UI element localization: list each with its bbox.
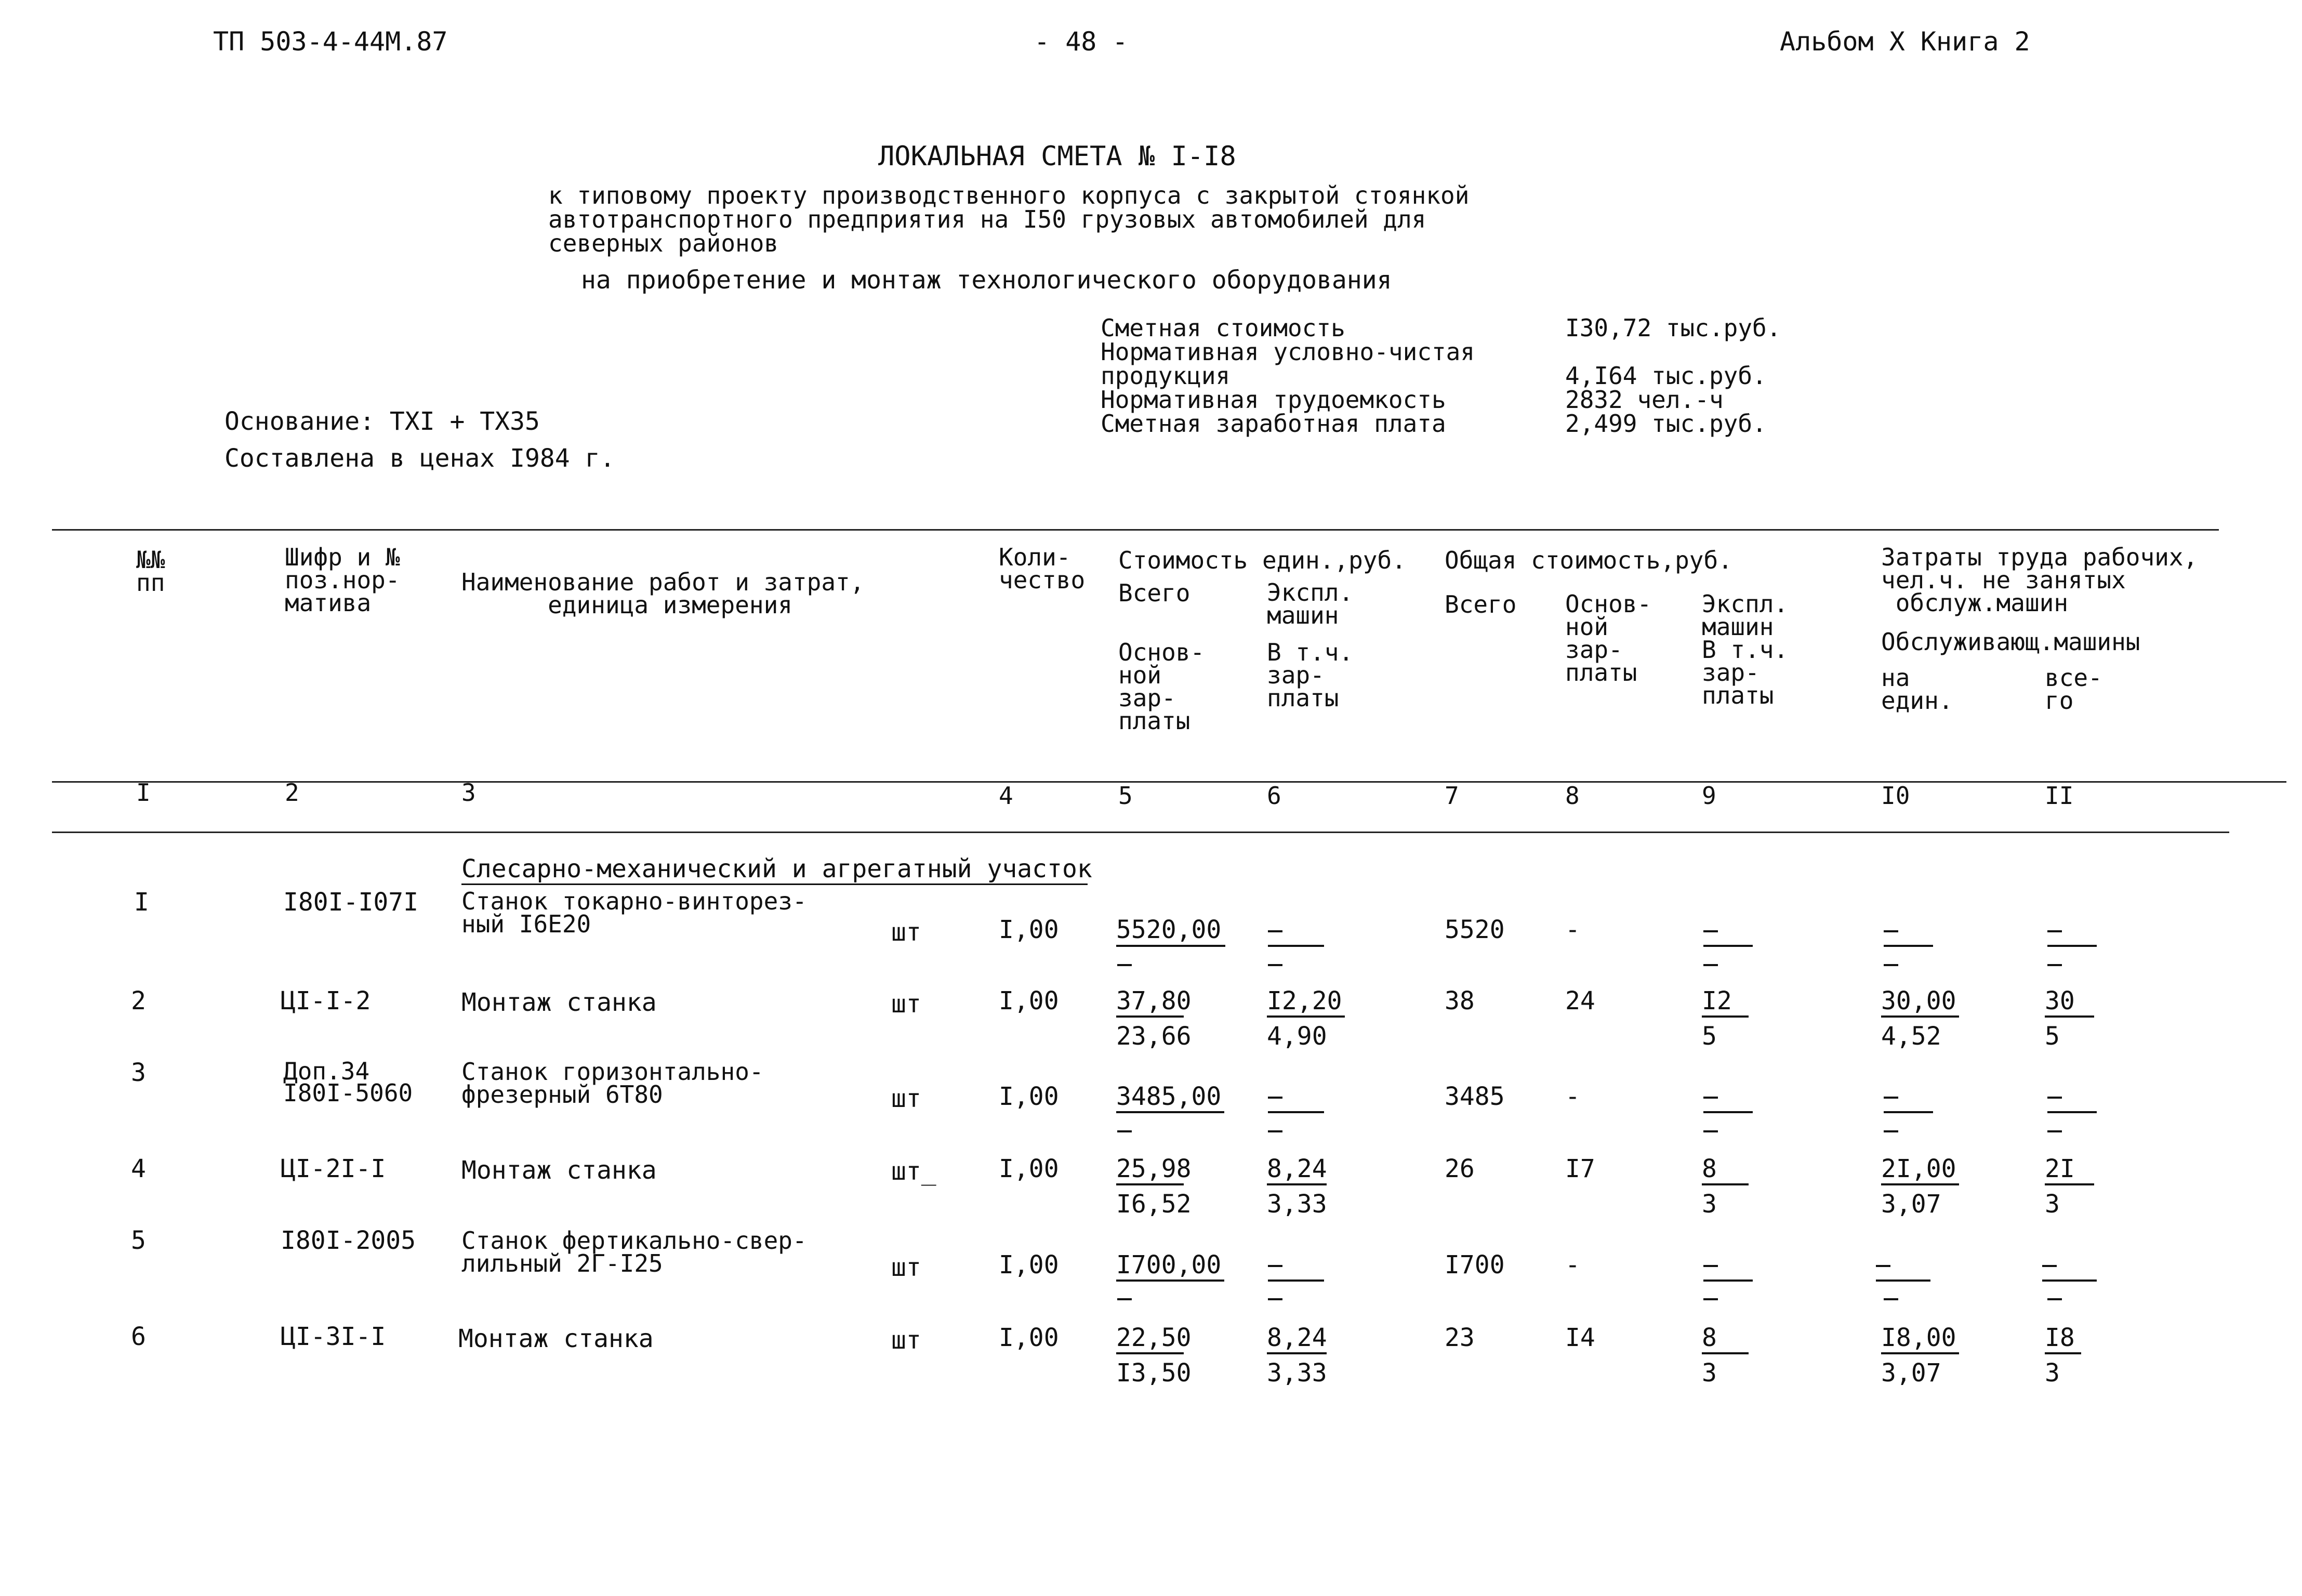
unit-cost-wage-empty bbox=[1117, 1298, 1132, 1300]
unit-machine-wage: 3,33 bbox=[1267, 1358, 1327, 1388]
row-number: I bbox=[134, 888, 149, 917]
labor-total: 30 bbox=[2045, 986, 2075, 1015]
total-cost: 3485 bbox=[1445, 1082, 1505, 1111]
fraction-bar bbox=[1702, 1015, 1749, 1018]
row-quantity: I,00 bbox=[999, 915, 1059, 944]
fraction-bar bbox=[1703, 945, 1753, 947]
row-quantity: I,00 bbox=[999, 986, 1059, 1015]
unit-cost-total: 3485,00 bbox=[1116, 1082, 1222, 1111]
column-number: II bbox=[2045, 782, 2074, 810]
labor-per-unit: 30,00 bbox=[1881, 986, 1956, 1015]
unit-cost-total: I700,00 bbox=[1116, 1250, 1222, 1280]
fraction-bar bbox=[1267, 1183, 1327, 1185]
total-machine-wage: 5 bbox=[1702, 1022, 1717, 1051]
col-header-code: Шифр и № поз.нор- матива bbox=[285, 543, 400, 617]
column-number-rule-bottom bbox=[52, 832, 2229, 833]
labor-per-unit-machine: 3,07 bbox=[1881, 1358, 1941, 1388]
unit-machine-cost: 8,24 bbox=[1267, 1154, 1327, 1183]
fraction-bar bbox=[1116, 1280, 1224, 1282]
col-header-unit-wage: Основ- ной зар- платы bbox=[1118, 638, 1205, 735]
total-wage: - bbox=[1565, 1082, 1580, 1111]
col-header-labor-unit: на един. bbox=[1881, 664, 1953, 715]
row-code: Доп.34 I80I-5060 bbox=[283, 1057, 413, 1107]
row-unit: шт bbox=[891, 1253, 921, 1282]
col-header-total: Всего bbox=[1445, 590, 1517, 618]
total-cost: 26 bbox=[1445, 1154, 1475, 1183]
col-header-number: №№ пп bbox=[136, 546, 165, 597]
estimate-purpose: на приобретение и монтаж технологического оборудования bbox=[581, 266, 1392, 295]
doc-code: ТП 503-4-44М.87 bbox=[213, 27, 448, 57]
fraction-bar bbox=[1116, 1183, 1184, 1185]
col-header-unit-cost: Стоимость един.,руб. bbox=[1118, 546, 1406, 574]
col-header-labor-machines: Обслуживающ.машины bbox=[1881, 628, 2140, 656]
fraction-bar bbox=[1116, 945, 1225, 947]
unit-cost-total: 25,98 bbox=[1116, 1154, 1192, 1183]
row-number: 4 bbox=[131, 1154, 146, 1183]
unit-machine-empty bbox=[1268, 1265, 1282, 1267]
fraction-bar bbox=[2047, 945, 2097, 947]
labor-unit-empty bbox=[1884, 1097, 1898, 1099]
fraction-bar bbox=[1881, 1183, 1959, 1185]
estimate-title: ЛОКАЛЬНАЯ СМЕТА № I-I8 bbox=[878, 141, 1236, 172]
fraction-bar bbox=[1267, 1015, 1345, 1018]
total-cost: 38 bbox=[1445, 986, 1475, 1015]
column-number: 7 bbox=[1445, 782, 1459, 810]
unit-machine-empty bbox=[1268, 930, 1282, 932]
estimate-subtitle: к типовому проекту производственного корпуса с закрытой стоянкой автотранспортного предприятия на I50 грузовых автомобилей для северных районов bbox=[548, 181, 1470, 257]
summary-labels: Сметная стоимость Нормативная условно-чистая продукция Нормативная трудоемкость Сметная заработная плата bbox=[1101, 314, 1475, 438]
row-name: Монтаж станка bbox=[458, 1324, 654, 1353]
total-wage: - bbox=[1565, 915, 1580, 944]
labor-per-unit-machine: 3,07 bbox=[1881, 1190, 1941, 1219]
labor-per-unit: I8,00 bbox=[1881, 1323, 1956, 1352]
column-number: I bbox=[136, 779, 151, 807]
unit-cost-total: 22,50 bbox=[1116, 1323, 1192, 1352]
labor-total-empty bbox=[2047, 1097, 2062, 1099]
unit-machine-wage: 3,33 bbox=[1267, 1190, 1327, 1219]
unit-machine-empty bbox=[1268, 1097, 1282, 1099]
row-unit: шт bbox=[891, 918, 921, 947]
total-wage: - bbox=[1565, 1250, 1580, 1280]
total-machine-wage-empty bbox=[1703, 964, 1718, 966]
table-top-rule bbox=[52, 529, 2219, 531]
fraction-bar bbox=[2045, 1183, 2094, 1185]
labor-unit-empty bbox=[1876, 1265, 1890, 1267]
row-quantity: I,00 bbox=[999, 1323, 1059, 1352]
row-name: Станок токарно-винторез- ный I6E20 bbox=[461, 887, 807, 938]
labor-total-empty bbox=[2042, 1265, 2057, 1267]
summary-values: I30,72 тыс.руб. 4,I64 тыс.руб. 2832 чел.-ч 2,499 тыс.руб. bbox=[1565, 314, 1781, 438]
column-number: 5 bbox=[1118, 782, 1133, 810]
total-cost: 23 bbox=[1445, 1323, 1475, 1352]
row-unit: шт bbox=[891, 1084, 921, 1113]
unit-machine-wage-empty bbox=[1268, 964, 1282, 966]
row-quantity: I,00 bbox=[999, 1154, 1059, 1183]
col-header-labor: Затраты труда рабочих, чел.ч. не занятых обслуж.машин bbox=[1881, 543, 2198, 617]
labor-total: 2I bbox=[2045, 1154, 2075, 1183]
column-number: 4 bbox=[999, 782, 1013, 810]
row-number: 5 bbox=[131, 1226, 146, 1255]
total-machine-empty bbox=[1703, 930, 1718, 932]
fraction-bar bbox=[2045, 1015, 2094, 1018]
unit-cost-wage: 23,66 bbox=[1116, 1022, 1192, 1051]
fraction-bar bbox=[1703, 1280, 1753, 1282]
page-number: - 48 - bbox=[1034, 27, 1128, 57]
row-name: Монтаж станка bbox=[461, 1156, 657, 1185]
col-header-quantity: Коли- чество bbox=[999, 543, 1086, 594]
row-name: Станок фертикально-свер- лильный 2Г-I25 bbox=[461, 1226, 807, 1277]
row-unit: шт bbox=[891, 1326, 921, 1355]
unit-cost-wage-empty bbox=[1117, 964, 1132, 966]
fraction-bar bbox=[1881, 1015, 1959, 1018]
fraction-bar bbox=[1703, 1111, 1753, 1113]
total-wage: I4 bbox=[1565, 1323, 1595, 1352]
row-code: I80I-2005 bbox=[281, 1226, 416, 1255]
labor-unit-empty bbox=[1884, 1130, 1898, 1132]
col-header-unit-machine-wage: В т.ч. зар- платы bbox=[1267, 638, 1354, 712]
section-title: Слесарно-механический и агрегатный участок bbox=[461, 854, 1092, 883]
album-book: Альбом X Книга 2 bbox=[1780, 27, 2030, 57]
row-unit: шт_ bbox=[891, 1157, 936, 1186]
labor-total-machine: 5 bbox=[2045, 1022, 2060, 1051]
unit-cost-total: 37,80 bbox=[1116, 986, 1192, 1015]
row-quantity: I,00 bbox=[999, 1082, 1059, 1111]
fraction-bar bbox=[1116, 1111, 1224, 1113]
col-header-labor-total: все- го bbox=[2045, 664, 2102, 715]
fraction-bar bbox=[1116, 1352, 1184, 1354]
fraction-bar bbox=[1884, 1111, 1933, 1113]
fraction-bar bbox=[1702, 1352, 1749, 1354]
unit-machine-wage: 4,90 bbox=[1267, 1022, 1327, 1051]
fraction-bar bbox=[1267, 1352, 1327, 1354]
total-wage: I7 bbox=[1565, 1154, 1595, 1183]
fraction-bar bbox=[1876, 1280, 1930, 1282]
col-header-total-machine: Экспл. машин В т.ч. зар- платы bbox=[1702, 590, 1789, 709]
col-header-unit-total: Всего bbox=[1118, 579, 1190, 607]
unit-machine-cost: I2,20 bbox=[1267, 986, 1342, 1015]
unit-cost-wage: I3,50 bbox=[1116, 1358, 1192, 1388]
total-machine-wage: 3 bbox=[1702, 1190, 1717, 1219]
fraction-bar bbox=[1702, 1183, 1749, 1185]
row-code: ЦI-I-2 bbox=[281, 986, 371, 1015]
col-header-total-wage: Основ- ной зар- платы bbox=[1565, 590, 1652, 687]
col-header-total-cost: Общая стоимость,руб. bbox=[1445, 546, 1732, 574]
row-name: Станок горизонтально- фрезерный 6Т80 bbox=[461, 1058, 764, 1109]
labor-per-unit: 2I,00 bbox=[1881, 1154, 1956, 1183]
total-machine-wage-empty bbox=[1703, 1298, 1718, 1300]
labor-total-empty bbox=[2047, 1298, 2062, 1300]
unit-machine-wage-empty bbox=[1268, 1130, 1282, 1132]
labor-total-empty bbox=[2047, 1130, 2062, 1132]
total-machine-wage-empty bbox=[1703, 1130, 1718, 1132]
col-header-name: Наименование работ и затрат, единица измерения bbox=[461, 568, 865, 619]
price-basis-line: Составлена в ценах I984 г. bbox=[224, 444, 615, 473]
row-code: ЦI-3I-I bbox=[281, 1322, 386, 1351]
total-wage: 24 bbox=[1565, 986, 1595, 1015]
row-number: 2 bbox=[131, 986, 146, 1015]
row-code: I80I-I07I bbox=[283, 888, 419, 917]
total-machine-cost: I2 bbox=[1702, 986, 1732, 1015]
row-number: 6 bbox=[131, 1322, 146, 1351]
labor-total: I8 bbox=[2045, 1323, 2075, 1352]
fraction-bar bbox=[2042, 1280, 2097, 1282]
row-name: Монтаж станка bbox=[461, 988, 657, 1017]
unit-cost-total: 5520,00 bbox=[1116, 915, 1222, 944]
labor-unit-empty bbox=[1884, 930, 1898, 932]
column-number: 2 bbox=[285, 779, 299, 807]
total-machine-cost: 8 bbox=[1702, 1154, 1717, 1183]
row-quantity: I,00 bbox=[999, 1250, 1059, 1280]
fraction-bar bbox=[1268, 1280, 1324, 1282]
row-unit: шт bbox=[891, 990, 921, 1019]
labor-total-machine: 3 bbox=[2045, 1190, 2060, 1219]
column-number: 6 bbox=[1267, 782, 1281, 810]
fraction-bar bbox=[1884, 945, 1933, 947]
col-header-unit-machine: Экспл. машин bbox=[1267, 578, 1354, 629]
fraction-bar bbox=[1116, 1015, 1184, 1018]
labor-total-empty bbox=[2047, 964, 2062, 966]
unit-cost-wage: I6,52 bbox=[1116, 1190, 1192, 1219]
fraction-bar bbox=[1881, 1352, 1959, 1354]
total-cost: 5520 bbox=[1445, 915, 1505, 944]
basis-line: Основание: TXI + TX35 bbox=[224, 407, 540, 436]
row-code: ЦI-2I-I bbox=[281, 1154, 386, 1183]
section-title-underline bbox=[461, 883, 1088, 885]
unit-machine-cost: 8,24 bbox=[1267, 1323, 1327, 1352]
total-cost: I700 bbox=[1445, 1250, 1505, 1280]
row-number: 3 bbox=[131, 1058, 146, 1087]
column-number: 8 bbox=[1565, 782, 1580, 810]
fraction-bar bbox=[1268, 945, 1324, 947]
labor-total-empty bbox=[2047, 930, 2062, 932]
fraction-bar bbox=[1268, 1111, 1324, 1113]
unit-machine-wage-empty bbox=[1268, 1298, 1282, 1300]
column-number: 3 bbox=[461, 779, 476, 807]
fraction-bar bbox=[2045, 1352, 2081, 1354]
total-machine-wage: 3 bbox=[1702, 1358, 1717, 1388]
fraction-bar bbox=[2047, 1111, 2097, 1113]
labor-unit-empty bbox=[1884, 1298, 1898, 1300]
total-machine-cost: 8 bbox=[1702, 1323, 1717, 1352]
unit-cost-wage-empty bbox=[1117, 1130, 1132, 1132]
total-machine-empty bbox=[1703, 1265, 1718, 1267]
column-number-rule-top bbox=[52, 781, 2286, 783]
column-number: 9 bbox=[1702, 782, 1716, 810]
total-machine-empty bbox=[1703, 1097, 1718, 1099]
labor-unit-empty bbox=[1884, 964, 1898, 966]
column-number: I0 bbox=[1881, 782, 1910, 810]
labor-per-unit-machine: 4,52 bbox=[1881, 1022, 1941, 1051]
labor-total-machine: 3 bbox=[2045, 1358, 2060, 1388]
